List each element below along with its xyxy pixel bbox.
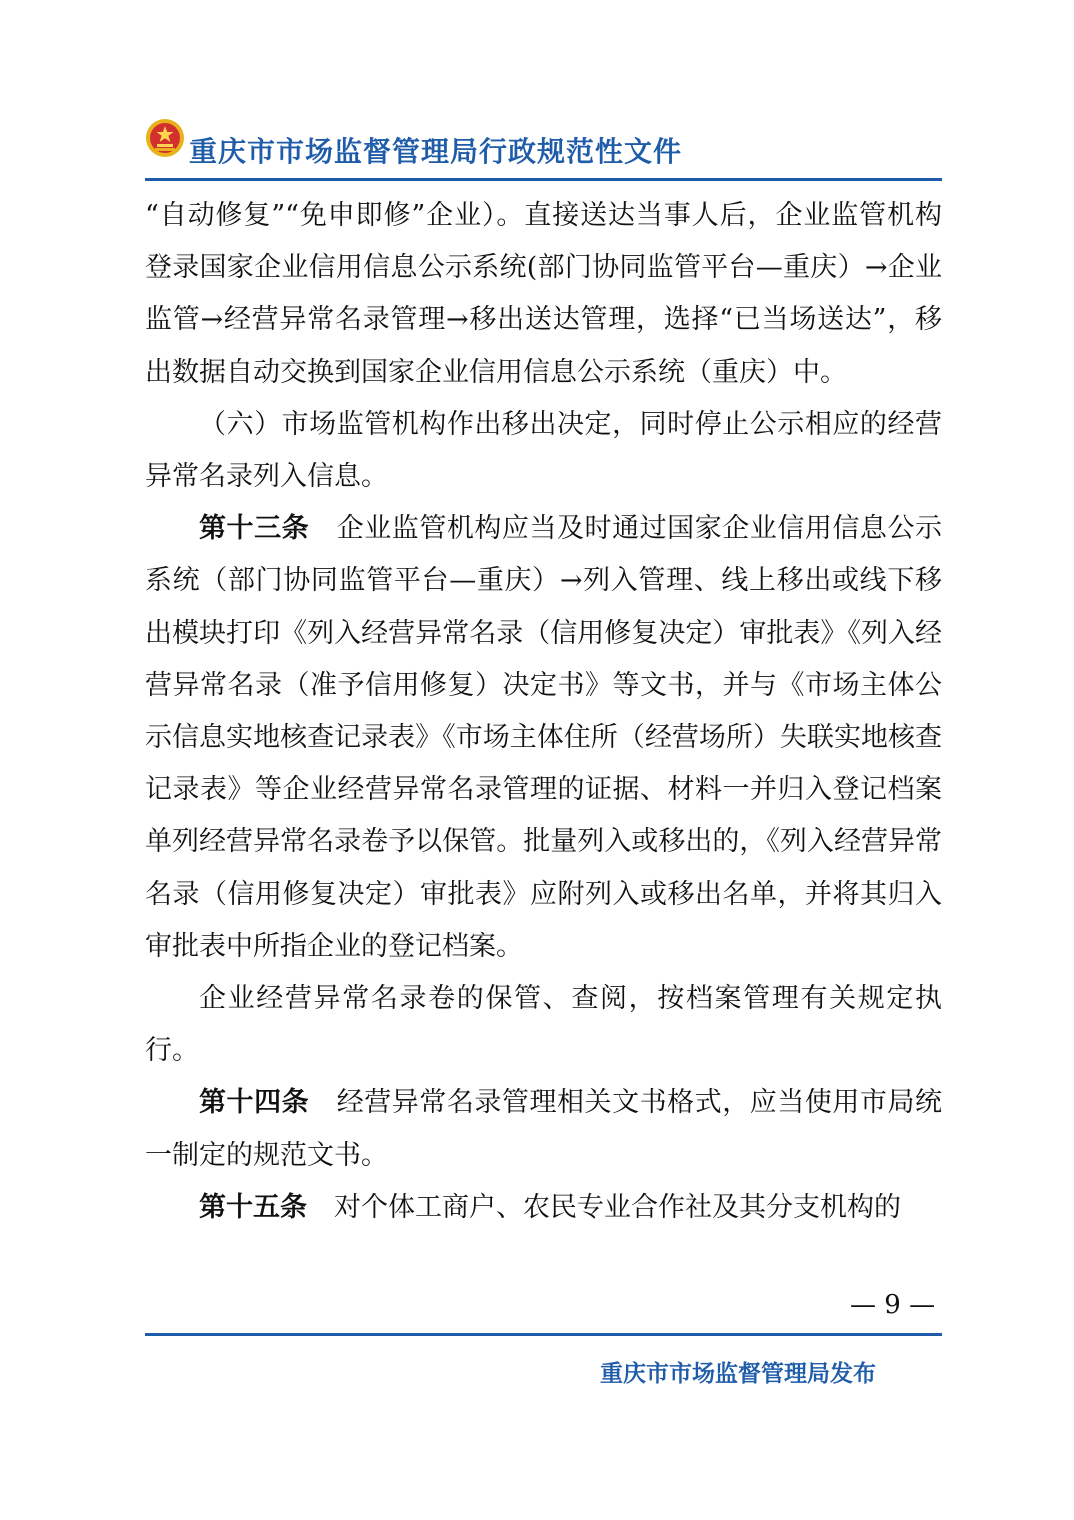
paragraph-archive-rules: 企业经营异常名录卷的保管、查阅，按档案管理有关规定执行。 bbox=[145, 983, 942, 1067]
paragraph-item-six: （六）市场监管机构作出移出决定，同时停止公示相应的经营异常名录列入信息。 bbox=[145, 408, 942, 493]
article-13 bbox=[145, 503, 942, 973]
article-13-number: 第十三条 bbox=[199, 513, 310, 545]
header-divider bbox=[145, 178, 942, 181]
page-number: — 9 — bbox=[850, 1290, 936, 1320]
paragraph-continuation: “自动修复”“免申即修”企业）。直接送达当事人后，企业监管机构登录国家企业信用信息公示系统(部门协同监管平台—重庆）→企业监管→经营异常名录管理→移出送达管理，选择“已当场送达”，移出数据自动交换到国家企业信用信息公示系统（重庆）中。 bbox=[145, 200, 942, 388]
footer-publisher: 重庆市市场监督管理局发布 bbox=[600, 1361, 876, 1387]
article-13-text: 企业监管机构应当及时通过国家企业信用信息公示系统（部门协同监管平台—重庆）→列入管理、线上移出或线下移出模块打印《列入经营异常名录（信用修复决定）审批表》《列入经营异常名录（准予信用修复）决定书》等文书，并与《市场主体公示信息实地核查记录表》《市场主体住所（经营场所）失联实地核查记录表》等企业经营异常名录管理的证据、材料一并归入登记档案单列经营异常名录卷予以保管。批量列入或移出的，《列入经营异常名录（信用修复决定）审批表》应附列入或移出名单，并将其归入审批表中所指企业的登记档案。 bbox=[145, 513, 943, 962]
article-15 bbox=[145, 1182, 942, 1234]
article-14 bbox=[145, 1077, 942, 1181]
article-14-text: 经营异常名录管理相关文书格式，应当使用市局统一制定的规范文书。 bbox=[145, 1087, 943, 1171]
footer-divider bbox=[145, 1333, 942, 1336]
national-emblem-icon bbox=[145, 118, 185, 158]
article-15-text: 对个体工商户、农民专业合作社及其分支机构的 bbox=[334, 1191, 901, 1223]
document-body bbox=[145, 190, 942, 1234]
document-header bbox=[145, 118, 945, 182]
article-14-number: 第十四条 bbox=[199, 1087, 310, 1119]
header-title: 重庆市市场监督管理局行政规范性文件 bbox=[189, 135, 683, 168]
article-15-number: 第十五条 bbox=[199, 1191, 307, 1223]
